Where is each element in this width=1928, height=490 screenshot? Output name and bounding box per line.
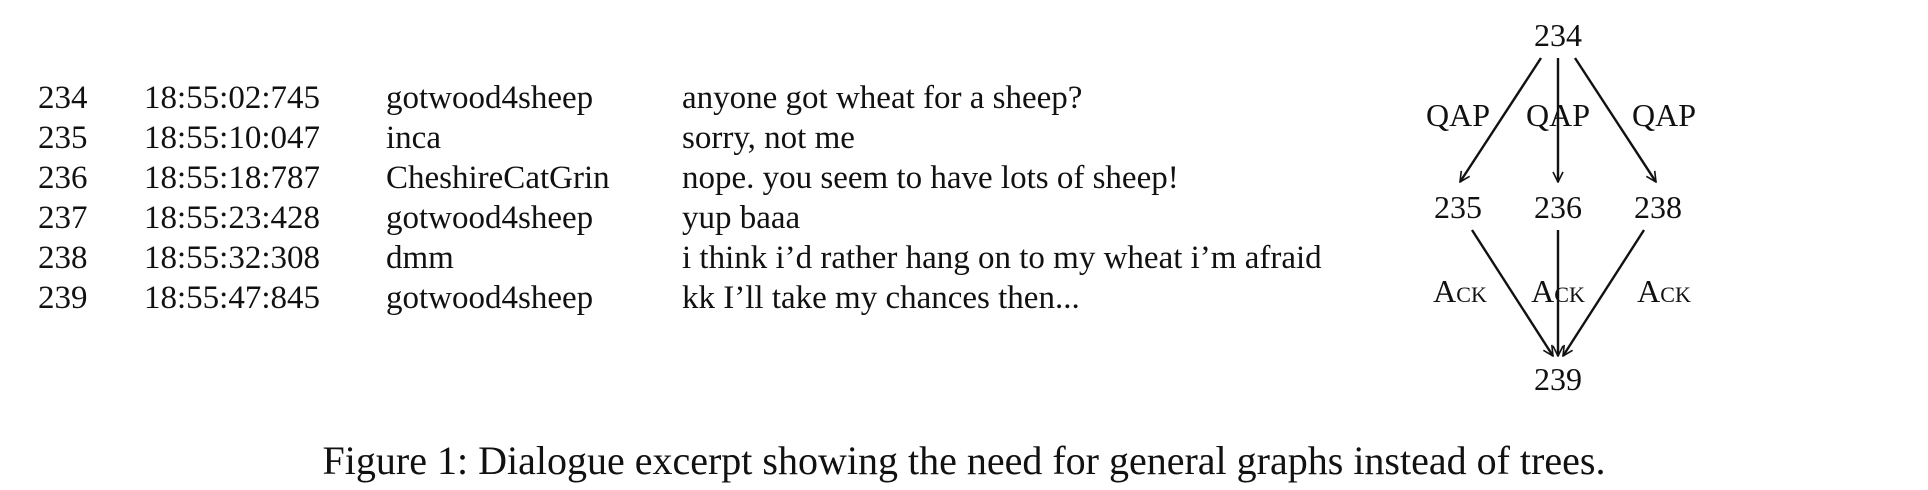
graph-node-239: 239 [1534,361,1582,397]
edge-label-qap-left: QAP [1425,97,1491,133]
table-row [38,78,1322,118]
graph-node-236: 236 [1534,189,1582,225]
message-id: 239 [38,280,88,316]
graph-node-238: 238 [1634,189,1682,225]
graph-node-235: 235 [1434,189,1482,225]
graph-node-234: 234 [1534,17,1582,53]
table-row [38,158,1322,198]
username: gotwood4sheep [386,200,594,236]
edge-label-ack-middle: Ack [1531,273,1585,309]
username: gotwood4sheep [386,80,594,116]
username: dmm [386,240,454,276]
message-id: 238 [38,240,88,276]
table-row [38,238,1322,278]
username: inca [386,120,441,156]
dialogue-table [38,78,1322,318]
message-id: 235 [38,120,88,156]
message-text: yup baaa [682,200,801,236]
message-text: sorry, not me [682,120,855,156]
timestamp: 18:55:18:787 [144,160,321,196]
edge-label-qap-middle: QAP [1525,97,1591,133]
timestamp: 18:55:47:845 [144,280,321,316]
username: gotwood4sheep [386,280,594,316]
timestamp: 18:55:10:047 [144,120,321,156]
discourse-graph [1408,6,1768,406]
edge-label-ack-left: Ack [1433,273,1487,309]
figure-caption: Figure 1: Dialogue excerpt showing the need for general graphs instead of trees. [322,438,1606,483]
message-text: kk I’ll take my chances then... [682,280,1080,316]
username: CheshireCatGrin [386,160,610,196]
message-text: i think i’d rather hang on to my wheat i’m afraid [682,240,1322,276]
message-id: 236 [38,160,88,196]
message-text: anyone got wheat for a sheep? [682,80,1083,116]
table-row [38,278,1322,318]
edge-label-qap-right: QAP [1631,97,1697,133]
timestamp: 18:55:02:745 [144,80,321,116]
edge-label-ack-right: Ack [1637,273,1691,309]
timestamp: 18:55:32:308 [144,240,321,276]
table-row [38,118,1322,158]
message-id: 237 [38,200,88,236]
message-text: nope. you seem to have lots of sheep! [682,160,1179,196]
dialogue-rows [38,78,1322,318]
table-row [38,198,1322,238]
message-id: 234 [38,80,88,116]
timestamp: 18:55:23:428 [144,200,321,236]
